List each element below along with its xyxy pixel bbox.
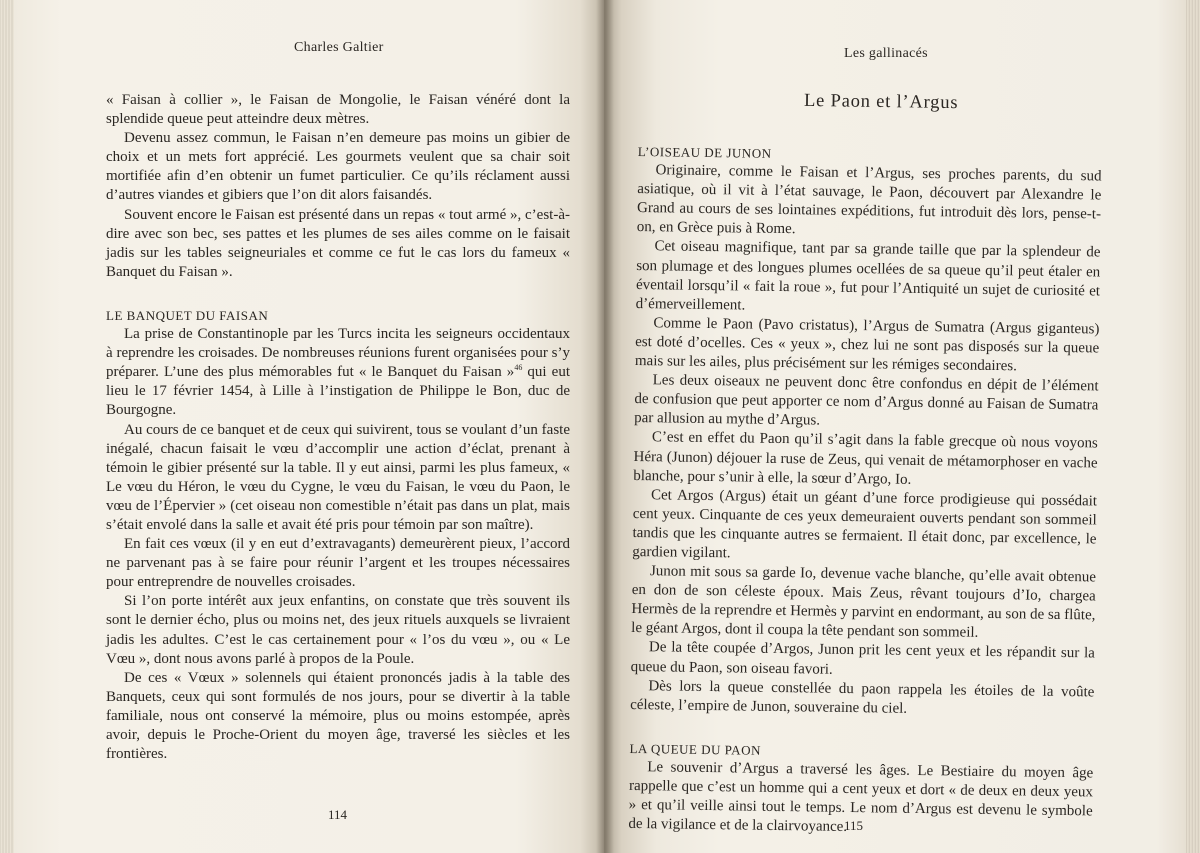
- paragraph: [106, 325, 570, 420]
- paragraph-text: La prise de Constantinople par les Turcs incita les seigneurs occidentaux à reprendre les croisades. De nombreuses réunions furent organisées pour s’y préparer. L’une des plus mémorables fut « le Banquet du Faisan »: [106, 326, 570, 381]
- paragraph: Junon mit sous sa garde Io, devenue vache blanche, qu’elle avait obtenue en don de son céleste époux. Mais Zeus, rêvant toujours d’Io, chargea Hermès de la reprendre et Hermès y parvint en endormant, au son de sa flûte, le géant Argos, dont il coupa la tête pendant son sommeil.: [631, 563, 1097, 642]
- page-number-right: 115: [844, 818, 864, 833]
- paragraph: C’est en effet du Paon qu’il s’agit dans la fable grecque où nous voyons Héra (Junon) déjouer la ruse de Zeus, qui venait de métamorphoser en vache blanche, pour s’unir à elle, la sœur d’Argo, Io.: [633, 429, 1098, 488]
- running-head-right: Les gallinacés: [844, 46, 928, 61]
- paragraph: Les deux oiseaux ne peuvent donc être confondus en dépit de l’élément de confusion que peut apporter ce nom d’Argus donné au Faisan de Sumatra par allusion au mythe d’Argus.: [634, 372, 1099, 429]
- page-number-left: 114: [328, 807, 348, 822]
- footnote-reference: 46: [514, 363, 523, 373]
- paragraph: Devenu assez commun, le Faisan n’en demeure pas moins un gibier de choix et un mets fort apprécié. Les gourmets veulent que sa chair soit mortifiée afin d’en obtenir un fumet particulier. Ce qu’ils réclament aussi d’autres viandes et gibiers que l’on dit alors faisandés.: [106, 130, 570, 204]
- section-heading-banquet: LE BANQUET DU FAISAN: [106, 307, 269, 323]
- book-gutter: [596, 0, 614, 853]
- paragraph: Comme le Paon (Pavo cristatus), l’Argus de Sumatra (Argus giganteus) est doté d’ocelles. Ces « yeux », chez lui ne sont pas disposés sur la queue mais sur les ailes, plus précisément sur les rémiges secondaires.: [634, 315, 1100, 375]
- paragraph: Dès lors la queue constellée du paon rappela les étoiles de la voûte céleste, l’empire de Junon, souveraine du ciel.: [630, 677, 1095, 717]
- paragraph: De la tête coupée d’Argos, Junon prit les cent yeux et les répandit sur la queue du Paon, son oiseau favori.: [630, 639, 1096, 678]
- paragraph: Originaire, comme le Faisan et l’Argus, ses proches parents, du sud asiatique, où il vit à l’état sauvage, le Paon, découvert par Alexandre le Grand au cours de ses lointaines expéditions, fut introduit dès lors, pense-t-on, en Grèce puis à Rome.: [636, 162, 1102, 238]
- chapter-title: Le Paon et l’Argus: [803, 90, 959, 114]
- paragraph: En fait ces vœux (il y en eut d’extravagants) demeurèrent pieux, l’accord ne parvenant pas à se faire pour réunir l’argent et les troupes nécessaires pour entreprendre de nouvelles croisades.: [106, 536, 570, 591]
- paragraph: Cet oiseau magnifique, tant par sa grande taille que par la splendeur de son plumage et des longues plumes ocellées de sa queue qu’il peut étaler en éventail lorsqu’il « fait la roue », fut pour l’Antiquité un sujet de curiosité et d’émerveillement.: [635, 238, 1101, 314]
- paragraph: Souvent encore le Faisan est présenté dans un repas « tout armé », c’est-à-dire avec son bec, ses pattes et les plumes de ses ailes comme on le faisait jadis sur les tables seigneuriales et comme ce fut le cas lors du fameux « Banquet du Faisan ».: [106, 206, 570, 280]
- paragraph: Cet Argos (Argus) était un géant d’une force prodigieuse qui possédait cent yeux. Cinquante de ces yeux demeuraient ouverts pendant son sommeil tandis que les cinquante autres se fermaient. Il était donc, par excellence, le gardien vigilant.: [632, 486, 1098, 562]
- right-page: [604, 0, 1186, 853]
- page-edges-right: [1186, 0, 1200, 853]
- paragraph-text: qui eut lieu le 17 février 1454, à Lille à l’instigation de Philippe le Bon, duc de Bourgogne.: [106, 364, 570, 419]
- paragraph: « Faisan à collier », le Faisan de Mongolie, le Faisan vénéré dont la splendide queue peut atteindre deux mètres.: [106, 92, 570, 128]
- paragraph: De ces « Vœux » solennels qui étaient prononcés jadis à la table des Banquets, ceux qui sont formulés de nos jours, pour se divertir à la table familiale, nous ont conservé la mémoire, plus ou moins estompée, après avoir, depuis le Proche-Orient du moyen âge, traversé les siècles et les frontières.: [106, 669, 570, 763]
- right-page-body: [628, 142, 1102, 841]
- section-heading-queue: LA QUEUE DU PAON: [629, 740, 762, 758]
- section-heading-junon: L’OISEAU DE JUNON: [637, 143, 772, 161]
- paragraph: Si l’on porte intérêt aux jeux enfantins, on constate que très souvent ils sont le dernier écho, plus ou moins net, des jeux rituels auxquels se livraient jadis les adultes. C’est le cas certainement pour « l’os du vœu », ou « Le Vœu », dont nous avons parlé à propos de la Poule.: [106, 593, 570, 667]
- left-page: [14, 0, 604, 853]
- paragraph: Le souvenir d’Argus a traversé les âges. Le Bestiaire du moyen âge rappelle que c’est un homme qui a cent yeux et dort « de deux en deux yeux » et qu’il veille ainsi tout le temps. Le nom d’Argus est devenu le symbole de la vigilance et de la clairvoyance.: [628, 759, 1094, 836]
- left-page-body: [106, 91, 570, 764]
- paragraph: Au cours de ce banquet et de ceux qui suivirent, tous se voulant d’un faste inégalé, chacun faisait le vœu d’accomplir une action d’éclat, prenant à témoin le gibier présenté sur la table. Il y eut ainsi, parmi les plus fameux, « Le vœu du Héron, le vœu du Cygne, le vœu du Faisan, le vœu du Paon, le vœu de l’Épervier » (cet oiseau non comestible n’était pas dans un plat, mais s’était envolé dans la salle et avait été pris pour témoin par son maître).: [106, 421, 570, 533]
- running-head-left: Charles Galtier: [294, 40, 384, 55]
